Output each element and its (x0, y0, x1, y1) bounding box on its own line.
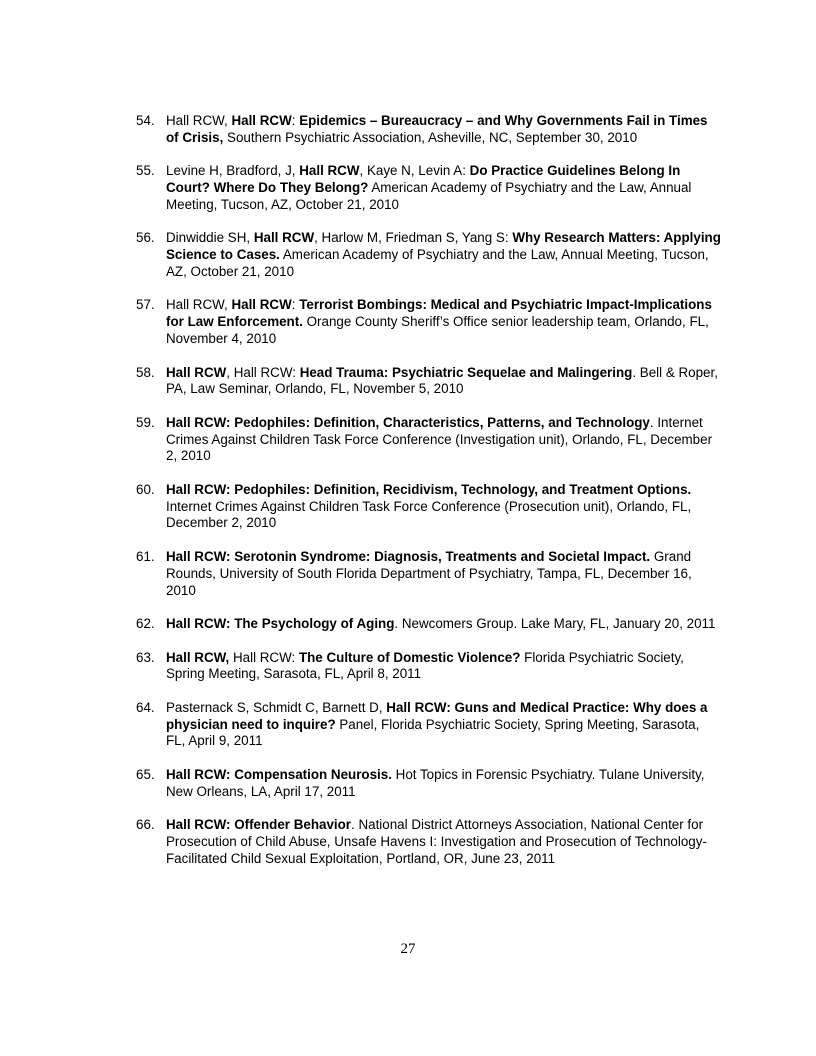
bold-text: Hall RCW, (166, 649, 230, 665)
item-number: 66. (136, 817, 155, 833)
list-item (136, 817, 721, 867)
item-text (166, 616, 715, 631)
plain-text: Panel, Florida Psychiatric Society, Spring Meeting, Sarasota, FL, April 9, 2011 (166, 716, 700, 749)
item-text (166, 817, 707, 866)
list-item (136, 700, 721, 750)
plain-text: Florida Psychiatric Society, Spring Meeting, Sarasota, FL, April 8, 2011 (166, 649, 684, 682)
plain-text: Grand Rounds, University of South Florida Department of Psychiatry, Tampa, FL, December 16, 2010 (166, 548, 692, 598)
list-item (136, 365, 721, 399)
bold-text: Hall RCW: The Psychology of Aging (166, 616, 395, 632)
item-text (166, 767, 705, 799)
plain-text: , Kaye N, Levin A: (359, 163, 470, 179)
plain-text: Hall RCW, (166, 297, 232, 313)
list-item (136, 482, 721, 532)
plain-text: Hot Topics in Forensic Psychiatry. Tulane University, New Orleans, LA, April 17, 2011 (166, 766, 705, 799)
item-text (166, 230, 721, 279)
bold-text: Hall RCW (299, 163, 360, 179)
item-number: 64. (136, 699, 155, 715)
bold-text: The Culture of Domestic Violence? (298, 649, 521, 665)
plain-text: Hall RCW, (166, 113, 232, 128)
plain-text: : (291, 297, 300, 313)
item-text (166, 700, 708, 749)
bold-text: Terrorist Bombings: Medical and Psychiatric Impact-Implications for Law Enforcement. (166, 297, 712, 330)
plain-text: Orange County Sheriff’s Office senior leadership team, Orlando, FL, November 4, 2010 (166, 314, 709, 347)
plain-text: American Academy of Psychiatry and the Law, Annual Meeting, Tucson, AZ, October 21, 2010 (166, 180, 692, 212)
plain-text: Dinwiddie SH, (166, 230, 254, 246)
plain-text: . Internet Crimes Against Children Task Force Conference (Investigation unit), Orlando, FL, December 2, 2010 (166, 414, 713, 464)
item-number: 58. (136, 364, 155, 380)
item-text (166, 650, 684, 682)
list-item (136, 297, 721, 347)
bold-text: Hall RCW (253, 230, 315, 246)
bold-text: Hall RCW: Serotonin Syndrome: Diagnosis, Treatments and Societal Impact. (166, 548, 651, 564)
item-number: 59. (136, 414, 155, 430)
plain-text: Pasternack S, Schmidt C, Barnett D, (166, 699, 387, 715)
list-item (136, 163, 721, 213)
item-text (166, 365, 718, 397)
item-text (166, 297, 712, 346)
plain-text: , Hall RCW: (226, 364, 300, 380)
plain-text: Internet Crimes Against Children Task Force Conference (Prosecution unit), Orlando, FL, December 2, 2010 (166, 498, 692, 531)
bold-text: Hall RCW: Compensation Neurosis. (166, 766, 392, 782)
bold-text: Epidemics – Bureaucracy – and Why Governments Fail in Times of Crisis, (166, 113, 708, 145)
plain-text: : (291, 113, 300, 128)
bold-text: Hall RCW (231, 297, 292, 313)
item-number: 65. (136, 766, 155, 782)
plain-text: Levine H, Bradford, J, (166, 163, 300, 179)
bold-text: Hall RCW (231, 113, 292, 128)
bold-text: Hall RCW (166, 364, 227, 380)
list-item (136, 415, 721, 465)
list-item (136, 767, 721, 801)
plain-text: . National District Attorneys Association, National Center for Prosecution of Child Abuse, Unsafe Havens I: Investigation and Prosecution of Technology-Facilitated Child Sexual Exploitation, Portland, OR, June 23, 2011 (166, 817, 707, 866)
list-item (136, 113, 721, 147)
item-number: 60. (136, 481, 155, 497)
item-text (166, 482, 691, 531)
plain-text: Southern Psychiatric Association, Asheville, NC, September 30, 2010 (223, 129, 638, 145)
bold-text: Hall RCW: Offender Behavior (166, 817, 352, 833)
item-number: 57. (136, 297, 155, 313)
plain-text: . Bell & Roper, PA, Law Seminar, Orlando, FL, November 5, 2010 (166, 364, 718, 397)
item-number: 54. (136, 113, 155, 128)
item-text (166, 549, 692, 598)
item-text (166, 163, 691, 212)
plain-text: . Newcomers Group. Lake Mary, FL, January 20, 2011 (394, 616, 716, 632)
item-number: 62. (136, 616, 155, 632)
bold-text: Hall RCW: Guns and Medical Practice: Why does a physician need to inquire? (166, 699, 708, 732)
item-text (166, 415, 712, 464)
list-item (136, 230, 721, 280)
presentation-list (136, 113, 721, 884)
plain-text: Hall RCW: (229, 649, 299, 665)
item-number: 61. (136, 548, 155, 564)
page-number: 27 (400, 941, 416, 957)
list-item (136, 650, 721, 684)
list-item (136, 549, 721, 599)
bold-text: Hall RCW: Pedophiles: Definition, Characteristics, Patterns, and Technology (166, 414, 650, 430)
bold-text: Why Research Matters: Applying Science to Cases. (166, 230, 721, 263)
plain-text: American Academy of Psychiatry and the Law, Annual Meeting, Tucson, AZ, October 21, 2010 (166, 247, 709, 279)
item-number: 63. (136, 649, 155, 665)
list-item (136, 616, 721, 633)
bold-text: Head Trauma: Psychiatric Sequelae and Malingering (299, 364, 633, 380)
bold-text: Hall RCW: Pedophiles: Definition, Recidivism, Technology, and Treatment Options. (166, 481, 692, 497)
bold-text: Do Practice Guidelines Belong In Court? Where Do They Belong? (166, 163, 681, 196)
item-number: 56. (136, 230, 155, 246)
plain-text: , Harlow M, Friedman S, Yang S: (314, 230, 513, 246)
item-text (166, 113, 708, 145)
item-number: 55. (136, 163, 155, 179)
